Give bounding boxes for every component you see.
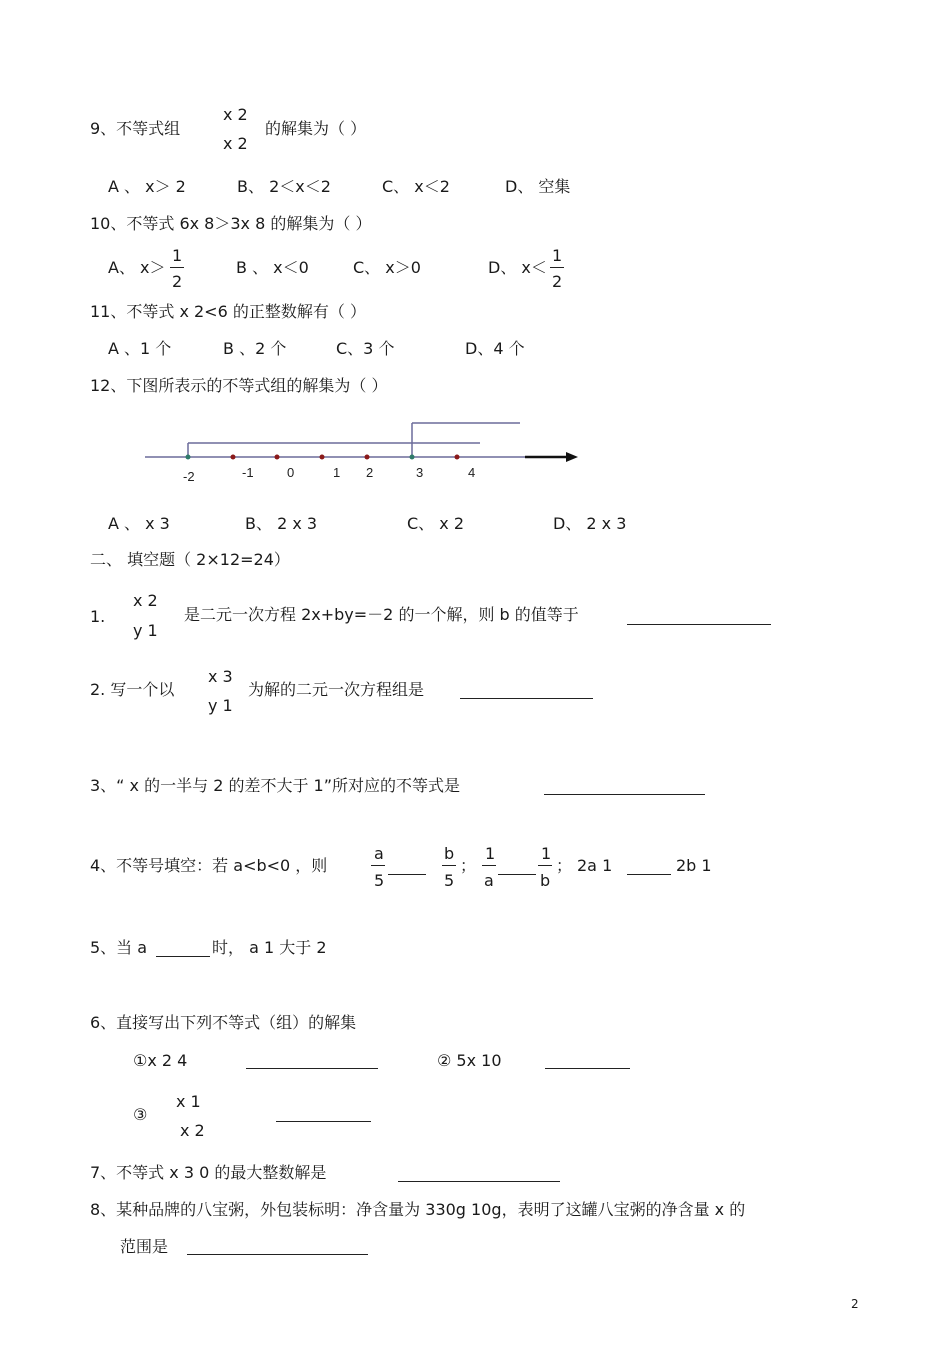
q12-option-a: A 、 x 3 — [108, 514, 170, 533]
f4-separator-1: ； — [460, 856, 477, 875]
f4-separator-2: ； — [556, 856, 573, 875]
q11-option-d: D、4 个 — [465, 339, 525, 358]
f5-lead: 5、当 a — [90, 938, 148, 957]
f4-frac3-bar — [482, 865, 496, 866]
q10-option-a-numerator: 1 — [172, 246, 183, 265]
f6-part3-mark: ③ — [133, 1105, 148, 1124]
f4-blank-3[interactable] — [627, 874, 671, 875]
f2-system-bottom: y 1 — [208, 696, 233, 715]
q9-stem: 9、不等式组 — [90, 119, 181, 138]
f6-part2: ② 5x 10 — [437, 1051, 502, 1070]
q10-option-a-denominator: 2 — [172, 272, 183, 291]
q12-option-b: B、 2 x 3 — [245, 514, 318, 533]
f1-number: 1. — [90, 607, 106, 626]
q9-system-bottom: x 2 — [223, 134, 248, 153]
q10-option-d-label: D、 x＜ — [488, 258, 547, 277]
f7-text: 7、不等式 x 3 0 的最大整数解是 — [90, 1163, 327, 1182]
f4-part3-left: 2a 1 — [577, 856, 613, 875]
f8-line-2: 范围是 — [120, 1237, 169, 1256]
f4-frac1-bar — [371, 865, 385, 866]
page-number: 2 — [851, 1297, 859, 1311]
f4-frac2-num: b — [444, 844, 455, 863]
f4-frac2-bar — [442, 865, 456, 866]
tick-label: -1 — [242, 465, 254, 480]
q10-stem: 10、不等式 6x 8＞3x 8 的解集为（ ） — [90, 214, 372, 233]
q9-system-top: x 2 — [223, 105, 248, 124]
q9-option-d: D、 空集 — [505, 177, 571, 196]
f4-frac3-num: 1 — [485, 844, 496, 863]
q9-option-b: B、 2＜x＜2 — [237, 177, 331, 196]
f6-part3-top: x 1 — [176, 1092, 201, 1111]
q10-option-b: B 、 x＜0 — [236, 258, 309, 277]
f4-frac4-num: 1 — [541, 844, 552, 863]
f8-line-1: 8、某种品牌的八宝粥，外包装标明：净含量为 330g 10g，表明了这罐八宝粥的净含量 x 的 — [90, 1200, 746, 1219]
f4-frac3-den: a — [484, 871, 494, 890]
q9-stem-tail: 的解集为（ ） — [265, 119, 367, 138]
f8-answer-blank[interactable] — [187, 1254, 368, 1255]
f4-frac1-num: a — [374, 844, 384, 863]
f5-answer-blank[interactable] — [156, 956, 210, 957]
f1-answer-blank[interactable] — [627, 624, 771, 625]
f1-system-bottom: y 1 — [133, 621, 158, 640]
f6-stem: 6、直接写出下列不等式（组）的解集 — [90, 1013, 357, 1032]
q10-option-d-denominator: 2 — [552, 272, 563, 291]
f2-system-top: x 3 — [208, 667, 233, 686]
tick-label: -2 — [183, 469, 195, 484]
tick-label: 2 — [366, 465, 374, 480]
f2-lead: 2. 写一个以 — [90, 680, 175, 699]
tick-label: 3 — [416, 465, 424, 480]
q10-option-a-fraction-bar — [170, 267, 184, 268]
f2-text: 为解的二元一次方程组是 — [248, 680, 425, 699]
f6-part2-blank[interactable] — [545, 1068, 630, 1069]
f7-answer-blank[interactable] — [398, 1181, 560, 1182]
point-neg2 — [186, 455, 191, 460]
q11-option-c: C、3 个 — [336, 339, 395, 358]
point-0 — [275, 455, 280, 460]
f4-lead: 4、不等号填空：若 a<b<0 ，则 — [90, 856, 328, 875]
f3-answer-blank[interactable] — [544, 794, 705, 795]
point-1 — [320, 455, 325, 460]
section-2-title: 二、 填空题（ 2×12=24） — [90, 550, 290, 569]
q10-option-d-numerator: 1 — [552, 246, 563, 265]
q12-option-d: D、 2 x 3 — [553, 514, 627, 533]
q12-stem: 12、下图所表示的不等式组的解集为（ ） — [90, 376, 388, 395]
f5-tail: 时， a 1 大于 2 — [212, 938, 327, 957]
q11-stem: 11、不等式 x 2<6 的正整数解有（ ） — [90, 302, 366, 321]
q12-option-c: C、 x 2 — [407, 514, 464, 533]
tick-label: 4 — [468, 465, 476, 480]
q9-option-a: A 、 x＞ 2 — [108, 177, 186, 196]
f6-part1-blank[interactable] — [246, 1068, 378, 1069]
f4-blank-2[interactable] — [498, 874, 536, 875]
f4-frac2-den: 5 — [444, 871, 455, 890]
f4-frac1-den: 5 — [374, 871, 385, 890]
f4-frac4-bar — [538, 865, 552, 866]
f1-text: 是二元一次方程 2x+by=－2 的一个解，则 b 的值等于 — [184, 605, 579, 624]
f1-system-top: x 2 — [133, 591, 158, 610]
q10-option-c: C、 x＞0 — [353, 258, 421, 277]
point-4 — [455, 455, 460, 460]
q9-option-c: C、 x＜2 — [382, 177, 450, 196]
f3-text: 3、“ x 的一半与 2 的差不大于 1”所对应的不等式是 — [90, 776, 461, 795]
f6-part1: ①x 2 4 — [133, 1051, 188, 1070]
tick-label: 0 — [287, 465, 295, 480]
q11-option-a: A 、1 个 — [108, 339, 172, 358]
tick-label: 1 — [333, 465, 341, 480]
q10-option-d-fraction-bar — [550, 267, 564, 268]
f2-answer-blank[interactable] — [460, 698, 593, 699]
f4-blank-1[interactable] — [388, 874, 426, 875]
number-line-arrowhead — [566, 452, 578, 462]
point-2 — [365, 455, 370, 460]
f6-part3-bottom: x 2 — [180, 1121, 205, 1140]
f4-frac4-den: b — [540, 871, 551, 890]
q10-option-a-label: A、 x＞ — [108, 258, 166, 277]
q11-option-b: B 、2 个 — [223, 339, 287, 358]
number-line-figure — [140, 415, 590, 490]
point-neg1 — [231, 455, 236, 460]
f6-part3-blank[interactable] — [276, 1121, 371, 1122]
f4-part3-right: 2b 1 — [676, 856, 712, 875]
point-3 — [410, 455, 415, 460]
